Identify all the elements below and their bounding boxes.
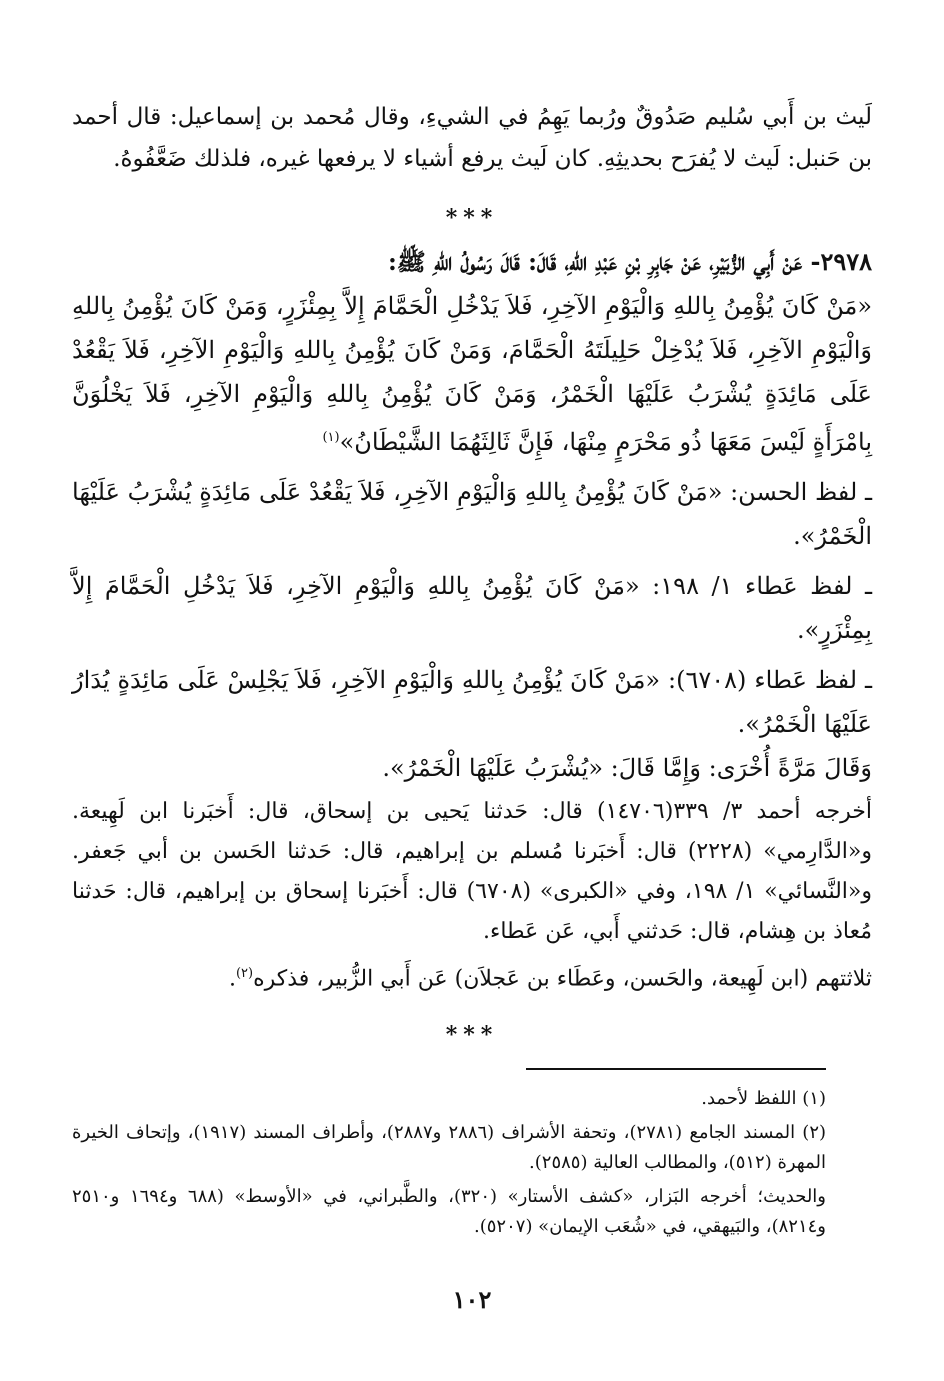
hadith-body-text: «مَنْ كَانَ يُؤْمِنُ بِاللهِ وَالْيَوْمِ الآخِرِ، فَلاَ يَدْخُلِ الْحَمَّامَ إِلاَّ بِمِئْزَرٍ، وَمَنْ كَانَ يُؤْمِنُ بِاللهِ وَالْيَوْمِ الآخِرِ، فَلاَ يُدْخِلْ حَلِيلَتَهُ الْحَمَّامَ، وَمَنْ كَانَ يُؤْمِنُ بِاللهِ وَالْيَوْمِ الآخِرِ، فَلاَ يَقْعُدْ عَلَى مَائِدَةٍ يُشْرَبُ عَلَيْهَا الْخَمْرُ، وَمَنْ كَانَ يُؤْمِنُ بِاللهِ وَالْيَوْمِ الآخِرِ، فَلاَ يَخْلُوَنَّ بِامْرَأَةٍ لَيْسَ مَعَهَا ذُو مَحْرَمٍ مِنْهَا، فَإِنَّ ثَالِثَهُمَا الشَّيْطَانُ» <box>72 292 872 456</box>
hadith-entry <box>72 240 872 999</box>
takhrij-summary-end: . <box>228 966 236 992</box>
footnote-2: (٢) المسند الجامع (٢٧٨١)، وتحفة الأشراف (٢٨٨٦ و٢٨٨٧)، وأطراف المسند (١٩١٧)، وإتحاف الخيرة المهرة (٥١٢)، والمطالب العالية (٢٥٨٥). <box>72 1122 827 1173</box>
variant-ata-2: ـ لفظ عَطاء (٦٧٠٨): «مَنْ كَانَ يُؤْمِنُ بِاللهِ وَالْيَوْمِ الآخِرِ، فَلاَ يَجْلِسْ عَلَى مَائِدَةٍ يُدَارُ عَلَيْهَا الْخَمْرُ». <box>72 666 872 738</box>
footnote-divider <box>526 1068 826 1070</box>
variant-ata-1: ـ لفظ عَطاء ١/ ١٩٨: «مَنْ كَانَ يُؤْمِنُ بِاللهِ وَالْيَوْمِ الآخِرِ، فَلاَ يَدْخُلِ الْحَمَّامَ إِلاَّ بِمِئْزَرٍ». <box>72 572 873 644</box>
takhrij-summary <box>72 954 872 999</box>
footnote-ref-2[interactable]: (٢) <box>235 966 254 981</box>
footnote-2-continued: والحديث؛ أخرجه البَزار، «كشف الأستار» (٣٢٠)، والطَّبراني، في «الأوسط» (٦٨٨ و١٦٩٤ و٢٥١٠ و٨٢١٤)، والبَيهقي، في «شُعَب الإيمان» (٥٢٠٧). <box>72 1186 826 1237</box>
takhrij-summary-text: ثلاثتهم (ابن لَهِيعة، والحَسن، وعَطَاء بن عَجلاَن) عَن أَبي الزُّبير، فذكره <box>253 966 872 992</box>
hadith-lead <box>72 240 872 284</box>
footnotes <box>72 1084 826 1242</box>
footnote-1: (١) اللفظ لأحمد. <box>701 1088 826 1109</box>
section-separator-bottom: *** <box>445 1022 499 1048</box>
variant-other: وَقَالَ مَرَّةً أُخْرَى: وَإِمَّا قَالَ: «يُشْرَبُ عَلَيْهَا الْخَمْرُ». <box>382 754 872 782</box>
footnote-ref-1[interactable]: (١) <box>322 430 340 445</box>
variant-hasan: ـ لفظ الحسن: «مَنْ كَانَ يُؤْمِنُ بِاللهِ وَالْيَوْمِ الآخِرِ، فَلاَ يَقْعُدْ عَلَى مَائِدَةٍ يُشْرَبُ عَلَيْهَا الْخَمْرُ». <box>72 478 872 550</box>
section-separator-top: *** <box>445 205 499 231</box>
intro-paragraph: لَيث بن أَبي سُليم صَدُوقٌ ورُبما يَهِمُ في الشيءِ، وقال مُحمد بن إسماعيل: قال أحمد بن حَنبل: لَيث لا يُفرَح بحديثِهِ. كان لَيث يرفع أشياء لا يرفعها غيره، فلذلك ضَعَّفُوهُ. <box>72 104 872 172</box>
takhrij-sources: أخرجه أحمد ٣/ ٣٣٩(١٤٧٠٦) قال: حَدثنا يَحيى بن إسحاق، قال: أَخبَرنا ابن لَهِيعة. و«الدَّارِمي» (٢٢٢٨) قال: أَخبَرنا مُسلم بن إبراهيم، قال: حَدثنا الحَسن بن أبي جَعفر. و«النَّسائي» ١/ ١٩٨، وفي «الكبرى» (٦٧٠٨) قال: أَخبَرنا إسحاق بن إبراهيم، قال: حَدثنا مُعاذ بن هِشام، قال: حَدثني أَبي، عَن عَطاء. <box>72 799 873 944</box>
hadith-body <box>72 284 872 464</box>
hadith-number-and-chain: ٢٩٧٨- عَنْ أَبِي الزُّبَيْرِ، عَنْ جَابِرِ بْنِ عَبْدِ اللهِ، قَالَ: قَالَ رَسُولُ اللهِ ﷺ: <box>387 247 872 276</box>
page-number: ١٠٢ <box>452 1285 492 1314</box>
